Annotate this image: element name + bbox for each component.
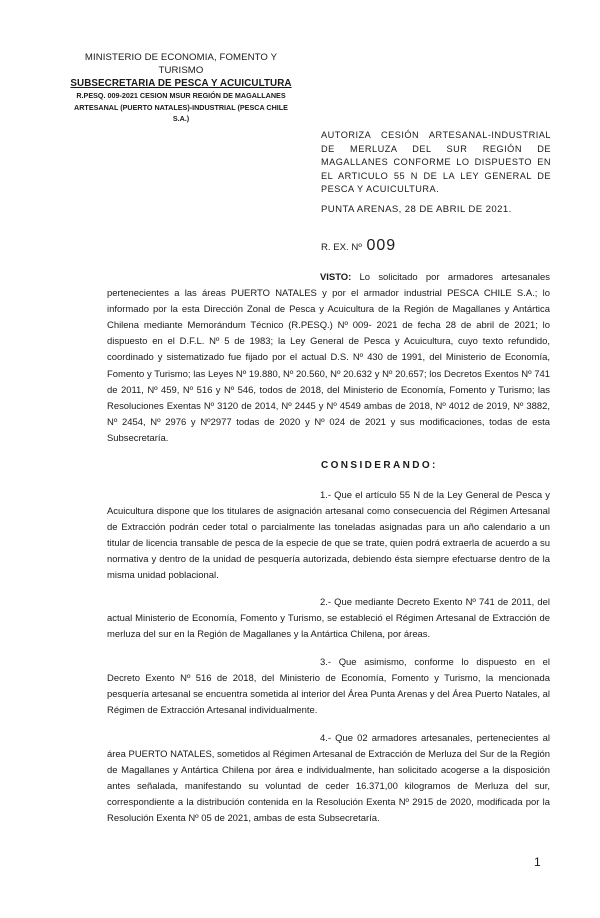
subsecretaria-name: SUBSECRETARIA DE PESCA Y ACUICULTURA bbox=[70, 78, 292, 89]
considerando-2 bbox=[107, 595, 550, 643]
considerando-4 bbox=[107, 731, 550, 828]
page-number: 1 bbox=[534, 855, 541, 869]
considerando-heading: CONSIDERANDO: bbox=[321, 460, 438, 471]
letterhead bbox=[70, 51, 292, 125]
visto-label: VISTO: bbox=[320, 272, 352, 283]
considerando-4-text: 4.- Que 02 armadores artesanales, pertenecientes al área PUERTO NATALES, sometidos al Régimen Artesanal de Extracción de Merluza del Sur de la Región de Magallanes y Antártica Chilena por área e individualmente, han solicitado acogerse a la disposición antes señalada, manifestando su voluntad de ceder 16.371,00 kilogramos de Merluza del sur, correspondiente a la distribución contenida en la Resolución Exenta Nº 2915 de 2020, modificada por la Resolución Exenta Nº 05 de 2021, ambas de esta Subsecretaría. bbox=[107, 733, 550, 825]
ministry-name: MINISTERIO DE ECONOMIA, FOMENTO Y TURISMO bbox=[84, 52, 278, 76]
resolution-number bbox=[321, 237, 396, 255]
visto-paragraph bbox=[107, 270, 550, 447]
date-line: PUNTA ARENAS, 28 DE ABRIL DE 2021. bbox=[321, 204, 512, 215]
considerando-2-text: 2.- Que mediante Decreto Exento Nº 741 de 2011, del actual Ministerio de Economía, Fomento y Turismo, se estableció el Régimen Artesanal de Extracción de merluza del sur en la Región de Magallanes y la Antártica Chilena, por áreas. bbox=[107, 597, 550, 641]
considerando-1-text: 1.- Que el artículo 55 N de la Ley General de Pesca y Acuicultura dispone que los titulares de asignación artesanal como consecuencia del Régimen Artesanal de Extracción podrán ceder total o parcialmente las toneladas asignadas para un año calendario a un titular de licencia transable de pesca de la especie de que se trate, quien podrá extraerla de acuerdo a su normativa y dentro de la unidad de pesquería autorizada, debiendo ésta siempre efectuarse dentro de la misma unidad poblacional. bbox=[107, 490, 550, 582]
reference-line-1: R.PESQ. 009-2021 CESION MSUR REGIÓN DE MAGALLANES bbox=[76, 91, 286, 100]
considerando-1 bbox=[107, 488, 550, 585]
reference-line-2: ARTESANAL (PUERTO NATALES)-INDUSTRIAL (PESCA CHILE bbox=[74, 102, 288, 112]
visto-text: Lo solicitado por armadores artesanales pertenecientes a las áreas PUERTO NATALES y por el armador industrial PESCA CHILE S.A.; lo informado por la esta Dirección Zonal de Pesca y Acuicultura de la Región de Magallanes y Antártica Chilena mediante Memorándum Técnico (R.PESQ.) Nº 009- 2021 de fecha 28 de abril de 2021; lo dispuesto en el D.F.L. Nº 5 de 1983; la Ley General de Pesca y Acuicultura, cuyo texto refundido, coordinado y sistematizado fue fijado por el actual D.S. Nº 430 de 1991, del Ministerio de Economía, Fomento y Turismo; las Leyes Nº 19.880, Nº 20.560, Nº 20.632 y Nº 20.657; los Decretos Exentos Nº 741 de 2011, Nº 459, Nº 516 y Nº 546, todos de 2018, del Ministerio de Economía, Fomento y Turismo; las Resoluciones Exentas Nº 3120 de 2014, Nº 2445 y Nº 4549 ambas de 2018, Nº 4012 de 2019, Nº 3882, Nº 2454, Nº 2976 y Nº2977 todas de 2020 y Nº 024 de 2021 y sus modificaciones, todas de esta Subsecretaría. bbox=[107, 272, 550, 444]
resolution-prefix: R. EX. Nº bbox=[321, 242, 362, 253]
reference-line-3: S.A.) bbox=[172, 114, 190, 123]
considerando-3-text: 3.- Que asimismo, conforme lo dispuesto en el Decreto Exento Nº 516 de 2018, del Ministerio de Economía, Fomento y Turismo, la mencionada pesquería artesanal se encuentra sometida al interior del Área Punta Arenas y del Área Puerto Natales, al Régimen de Extracción Artesanal individualmente. bbox=[107, 657, 550, 717]
considerando-3 bbox=[107, 655, 550, 719]
resolution-subject: AUTORIZA CESIÓN ARTESANAL-INDUSTRIAL DE MERLUZA DEL SUR REGIÓN DE MAGALLANES CONFORME LO DISPUESTO EN EL ARTICULO 55 N DE LA LEY GENERAL DE PESCA Y ACUICULTURA. bbox=[321, 130, 551, 195]
resolution-number-value: 009 bbox=[366, 237, 397, 254]
